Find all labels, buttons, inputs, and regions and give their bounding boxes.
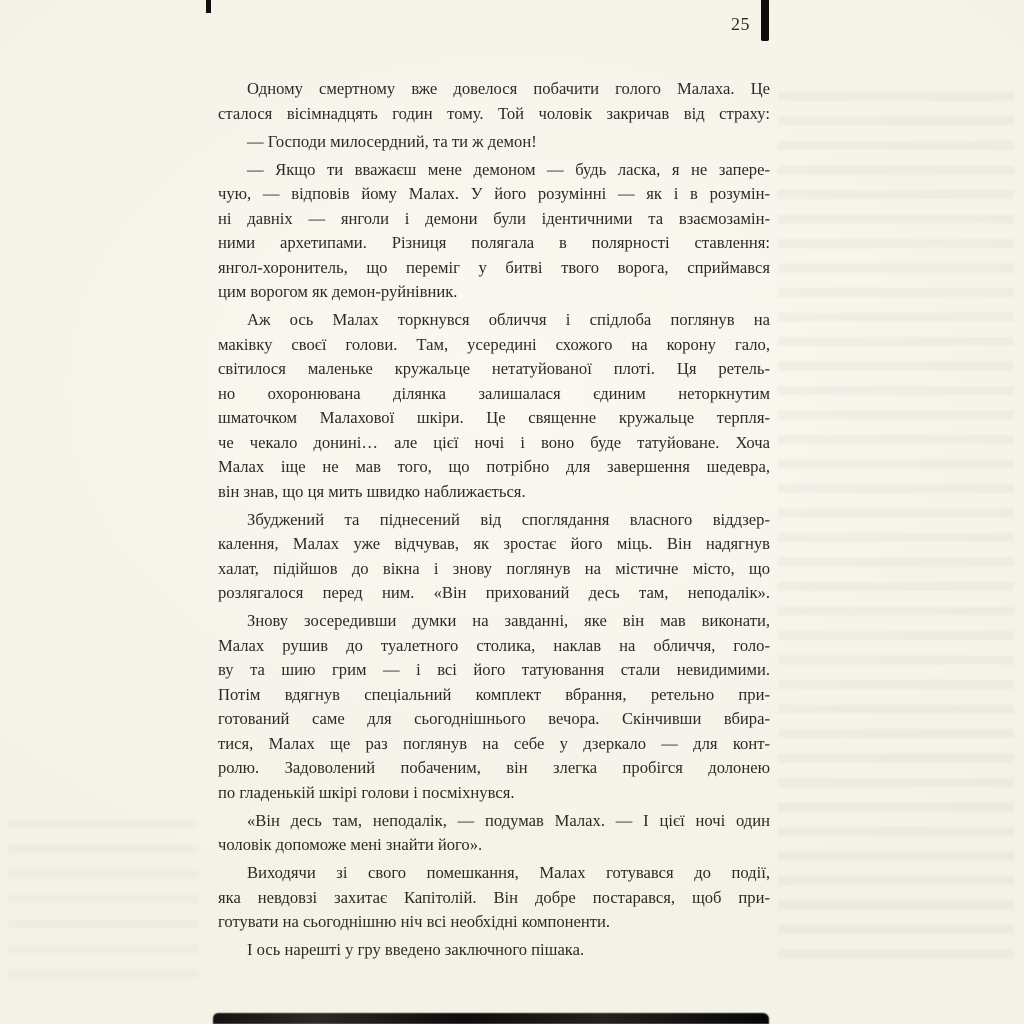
text-line: І ось нарешті у гру введено заключного пішака. — [247, 940, 585, 959]
text-line: яка невдовзі захитає Капітолій. Він добре постарався, щоб при- — [218, 887, 770, 907]
paragraph — [218, 77, 770, 126]
text-line: че чекало донині… але цієї ночі і воно буде татуйоване. Хоча — [218, 432, 770, 452]
text-line: ними архетипами. Різниця полягала в полярності ставлення: — [218, 233, 770, 252]
text-line: цим ворогом як демон-руйнівник. — [218, 282, 458, 301]
body-text-block — [218, 77, 770, 963]
text-line: Одному смертному вже довелося побачити голого Малаха. Це — [247, 79, 770, 98]
text-line: по гладенькій шкірі голови і посміхнувся. — [218, 782, 515, 802]
text-line: калення, Малах уже відчував, як зростає його міць. Він надягнув — [218, 534, 770, 553]
text-line: тися, Малах ще раз поглянув на себе у дзеркало — для конт- — [218, 733, 770, 753]
paragraph — [218, 308, 770, 504]
text-line: Потім вдягнув спеціальний комплект вбрання, ретельно при- — [218, 684, 770, 704]
paragraph — [218, 508, 770, 606]
text-line: — Господи милосердний, та ти ж демон! — [247, 131, 537, 151]
text-line: Аж ось Малах торкнувся обличчя і спідлоба поглянув на — [247, 310, 770, 329]
paragraph — [218, 130, 770, 155]
bleed-through-artifact — [778, 92, 1014, 970]
text-line: маківку своєї голови. Там, усередині схожого на корону гало, — [218, 334, 770, 354]
text-line: янгол-хоронитель, що переміг у битві твого ворога, сприймався — [218, 257, 770, 277]
paragraph — [218, 938, 770, 963]
text-line: світилося маленьке кружальце нетатуйованої плоті. Ця ретель- — [218, 359, 770, 378]
text-line: шматочком Малахової шкіри. Це священне кружальце терпля- — [218, 408, 770, 427]
text-line: Знову зосередивши думки на завданні, яке він мав виконати, — [247, 611, 770, 630]
text-line: Малах іще не мав того, що потрібно для завершення шедевра, — [218, 457, 770, 476]
bleed-through-artifact — [8, 820, 198, 980]
paragraph — [218, 809, 770, 858]
text-line: но охоронювана ділянка залишалася єдиним неторкнутим — [218, 383, 770, 403]
text-line: сталося вісімнадцять годин тому. Той чоловік закричав від страху: — [218, 103, 770, 123]
scan-edge-mark-left — [206, 0, 211, 13]
scan-edge-mark-right — [761, 0, 769, 41]
text-line: — Якщо ти вважаєш мене демоном — будь ласка, я не запере- — [247, 159, 770, 179]
text-line: чоловік допоможе мені знайти його». — [218, 835, 483, 854]
scan-bottom-edge — [213, 1013, 769, 1024]
paragraph — [218, 158, 770, 305]
text-line: «Він десь там, неподалік, — подумав Малах. — І цієї ночі один — [247, 810, 770, 830]
paragraph — [218, 609, 770, 805]
text-line: ву та шию грим — і всі його татуювання стали невидимими. — [218, 660, 770, 679]
text-line: ні давніх — янголи і демони були ідентичними та взаємозамін- — [218, 208, 770, 228]
page-number: 25 — [731, 14, 750, 34]
text-line: він знав, що ця мить швидко наближається. — [218, 481, 526, 501]
text-line: готувати на сьогоднішню ніч всі необхідні компоненти. — [218, 912, 611, 931]
text-line: Збуджений та піднесений від споглядання власного віддзер- — [247, 509, 770, 529]
text-line: розлягалося перед ним. «Він прихований десь там, неподалік». — [218, 583, 770, 602]
text-line: халат, підійшов до вікна і знову поглянув на містичне місто, що — [218, 558, 770, 578]
paragraph — [218, 861, 770, 935]
text-line: ролю. Задоволений побаченим, він злегка пробігся долонею — [218, 758, 770, 777]
text-line: готований саме для сьогоднішнього вечора. Скінчивши вбира- — [218, 709, 770, 728]
text-line: Малах рушив до туалетного столика, наклав на обличчя, голо- — [218, 635, 770, 655]
text-line: Виходячи зі свого помешкання, Малах готувався до події, — [247, 863, 770, 882]
text-line: чую, — відповів йому Малах. У його розумінні — як і в розумін- — [218, 184, 770, 203]
